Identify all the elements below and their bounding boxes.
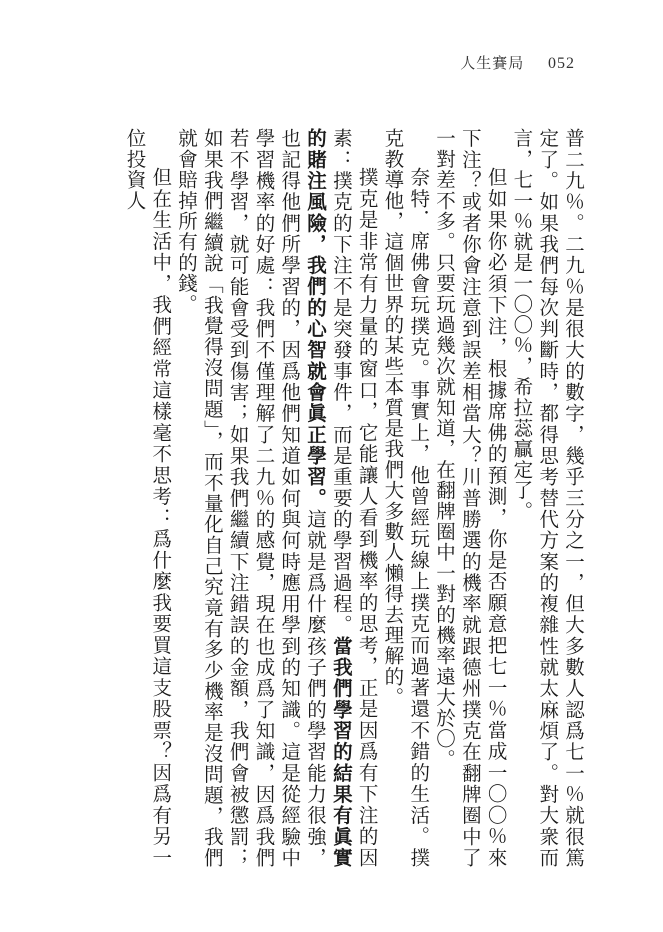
paragraph	[122, 128, 174, 868]
paragraph	[509, 128, 586, 868]
text-segment: 這就是爲什麼孩子們的學習能力很強，也記得他們所學習的，因爲他們知道如何與何時應用學到的知識。這是從經驗中學習機率的好處：我們不僅理解了二九％的感覺，現在也成爲了知識，因爲我們若不學習，就可能會受到傷害；如果我們繼續下注錯誤的金額，我們會被懲罰；如果我們繼續說「我覺得沒問題」，而不量化自己究竟有多少機率是沒問題，我們就會賠掉所有的錢。	[175, 128, 328, 868]
running-header	[460, 52, 575, 73]
paragraph	[380, 128, 432, 868]
text-segment: 奈特．席佛會玩撲克。事實上，他曾經玩線上撲克而過著還不錯的生活。撲克教導他，這個世界的某些本質是我們大多數人懶得去理解的。	[381, 128, 431, 868]
text-segment: 但如果你必須下注，根據席佛的預測，你是否願意把七一％當成一〇〇％來下注？或者你會注意到誤差相當大？川普勝選的機率就跟德州撲克在翻牌圈中了一對差不多。只要玩過幾次就知道，在翻牌圈中一對的機率遠大於〇。	[433, 128, 508, 868]
paragraph	[173, 128, 379, 868]
text-segment: 但在生活中，我們經常這樣毫不思考：爲什麼我要買這支股票？因爲有另一位投資人	[123, 128, 173, 868]
paragraph	[431, 128, 508, 868]
body-text	[66, 128, 586, 868]
book-title: 人生賽局	[460, 54, 525, 72]
page-number: 052	[548, 55, 575, 72]
text-segment: 撲克是非常有力量的窗口，它能讓人看到機率的思考，正是因爲有下注的因素：撲克的下注不是突發事件，而是重要的學習過程。	[329, 128, 379, 868]
text-segment: 普二九％。二九％是很大的數字，幾乎三分之一，但大多數人認爲七一％就很篤定了。如果我們每次判斷時，都得思考替代方案的複雜性就太麻煩了。對大衆而言，七一％就是一〇〇％，希拉蕊贏定了。	[510, 128, 585, 868]
emphasis-text: 當我們學習的結果有眞實的賭注風險，我們的心智就會眞正學習。	[304, 128, 353, 868]
